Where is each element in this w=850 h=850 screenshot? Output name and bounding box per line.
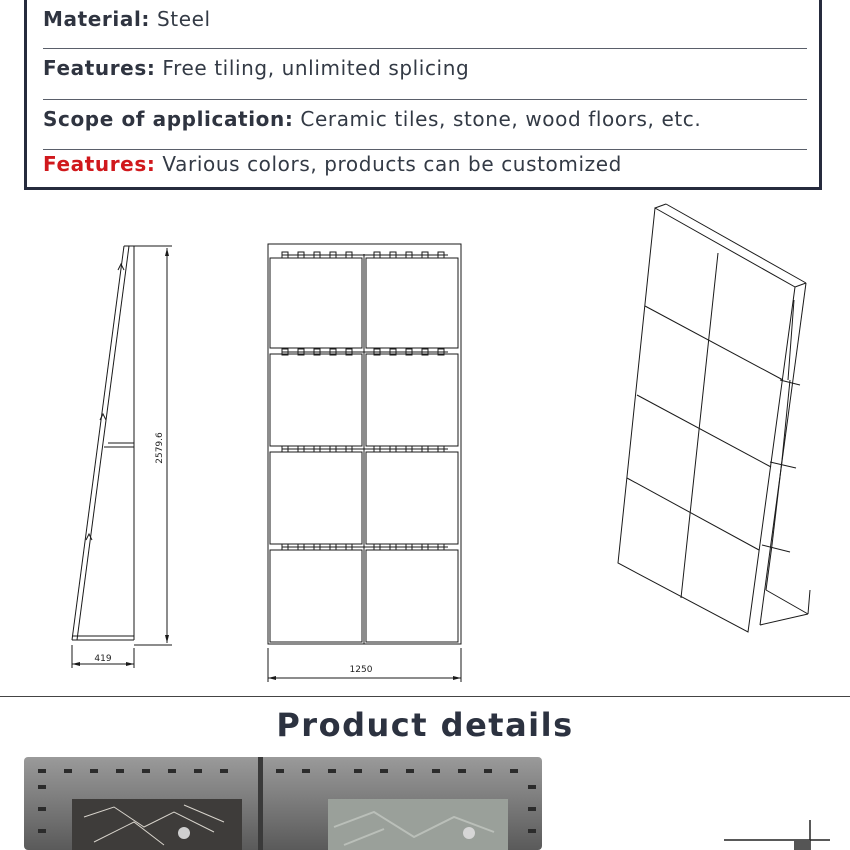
section-title: Product details (276, 706, 574, 744)
spec-value: Steel (156, 7, 211, 31)
spec-key: Features: (43, 56, 156, 80)
spec-key: Material: (43, 7, 150, 31)
spec-features-custom (43, 151, 807, 177)
spec-value: Free tiling, unlimited splicing (162, 56, 470, 80)
spec-key-highlight: Features: (43, 152, 156, 176)
spec-value: Various colors, products can be customized (162, 152, 622, 176)
spec-material (43, 6, 807, 32)
corner-drawing-fragment (720, 818, 850, 850)
spec-scope (43, 106, 807, 132)
dimension-arrows (72, 248, 461, 680)
spec-value: Ceramic tiles, stone, wood floors, etc. (300, 107, 702, 131)
width-dimension-label: 1250 (349, 665, 373, 675)
front-view-drawing (268, 244, 461, 682)
isometric-view-drawing (618, 204, 810, 632)
depth-dimension-label: 419 (94, 654, 112, 664)
spec-divider (43, 48, 807, 49)
spec-divider (43, 99, 807, 100)
spec-features (43, 55, 807, 81)
product-photo (24, 757, 542, 850)
specifications-panel (24, 0, 822, 190)
section-divider (0, 696, 850, 697)
spec-divider (43, 149, 807, 150)
technical-drawings (0, 195, 850, 695)
height-dimension-label: 2579.6 (155, 432, 165, 464)
clip-markers (282, 252, 444, 550)
spec-key: Scope of application: (43, 107, 294, 131)
